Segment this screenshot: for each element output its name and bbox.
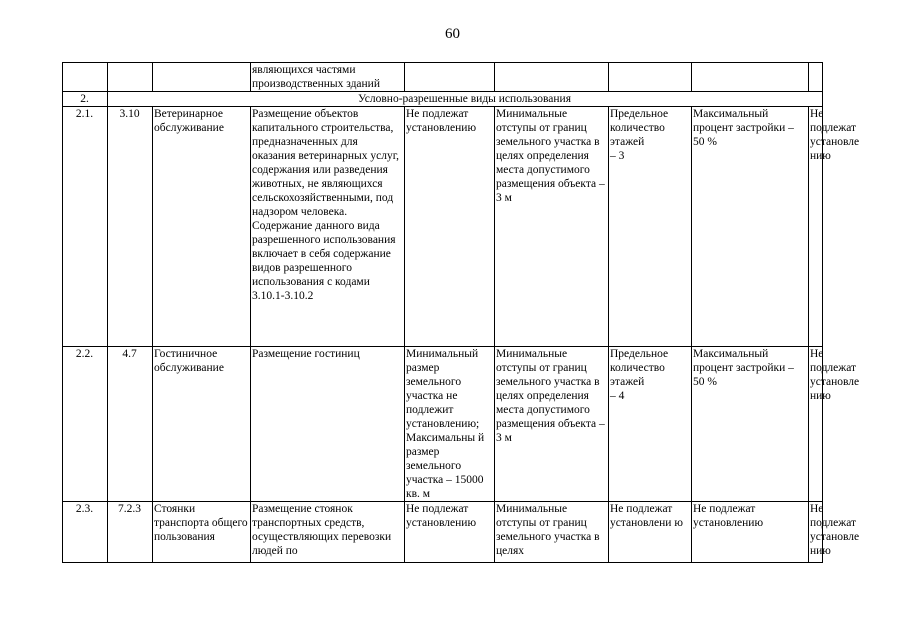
- row-use-name: Ветеринарное обслуживание: [153, 107, 251, 347]
- table-cell: [495, 63, 609, 92]
- table-cell: [692, 63, 809, 92]
- row-setbacks: Минимальные отступы от границ земельного участка в целях определения места допустимого размещения объекта – 3 м: [495, 347, 609, 502]
- row-plot-size: Не подлежат установлению: [405, 107, 495, 347]
- table-cell: [153, 63, 251, 92]
- table-row: [63, 107, 823, 347]
- table-row-continuation: [63, 63, 823, 92]
- section-row: [63, 92, 823, 107]
- row-use-name: Стоянки транспорта общего пользования: [153, 502, 251, 563]
- table-cell: являющихся частями производственных зданий: [251, 63, 405, 92]
- section-title: Условно-разрешенные виды использования: [108, 92, 823, 107]
- row-plot-size: Минимальный размер земельного участка не подлежит установлению; Максимальны й размер земельного участка – 15000 кв. м: [405, 347, 495, 502]
- row-coverage: Максимальный процент застройки – 50 %: [692, 107, 809, 347]
- row-number: 2.2.: [63, 347, 108, 502]
- row-code: 3.10: [108, 107, 153, 347]
- row-description: Размещение гостиниц: [251, 347, 405, 502]
- row-floors: Предельное количество этажей – 3: [609, 107, 692, 347]
- table-row: [63, 502, 823, 563]
- row-floors: Не подлежат установлени ю: [609, 502, 692, 563]
- row-use-name: Гостиничное обслуживание: [153, 347, 251, 502]
- row-coverage: Не подлежат установлению: [692, 502, 809, 563]
- row-floors: Предельное количество этажей – 4: [609, 347, 692, 502]
- table-cell: [405, 63, 495, 92]
- table-cell: [63, 63, 108, 92]
- table-cell: [108, 63, 153, 92]
- row-other: Не подлежат установле нию: [809, 107, 823, 347]
- row-setbacks: Минимальные отступы от границ земельного участка в целях: [495, 502, 609, 563]
- row-code: 7.2.3: [108, 502, 153, 563]
- page-number: 60: [445, 26, 460, 42]
- row-coverage: Максимальный процент застройки – 50 %: [692, 347, 809, 502]
- table-cell: [609, 63, 692, 92]
- row-setbacks: Минимальные отступы от границ земельного участка в целях определения места допустимого размещения объекта – 3 м: [495, 107, 609, 347]
- section-number: 2.: [63, 92, 108, 107]
- row-plot-size: Не подлежат установлению: [405, 502, 495, 563]
- row-description: Размещение стоянок транспортных средств, осуществляющих перевозки людей по: [251, 502, 405, 563]
- table-row: [63, 347, 823, 502]
- table-cell: [809, 63, 823, 92]
- row-other: Не подлежат установле нию: [809, 502, 823, 563]
- row-description: Размещение объектов капитального строительства, предназначенных для оказания ветеринарных услуг, содержания или разведения животных, не являющихся сельскохозяйственными, под надзором человека. Содержание данного вида разрешенного использования включает в себя содержание видов разрешенного использования с кодами 3.10.1-3.10.2: [251, 107, 405, 347]
- row-number: 2.1.: [63, 107, 108, 347]
- row-number: 2.3.: [63, 502, 108, 563]
- row-other: Не подлежат установле нию: [809, 347, 823, 502]
- row-code: 4.7: [108, 347, 153, 502]
- land-use-table: [62, 62, 860, 563]
